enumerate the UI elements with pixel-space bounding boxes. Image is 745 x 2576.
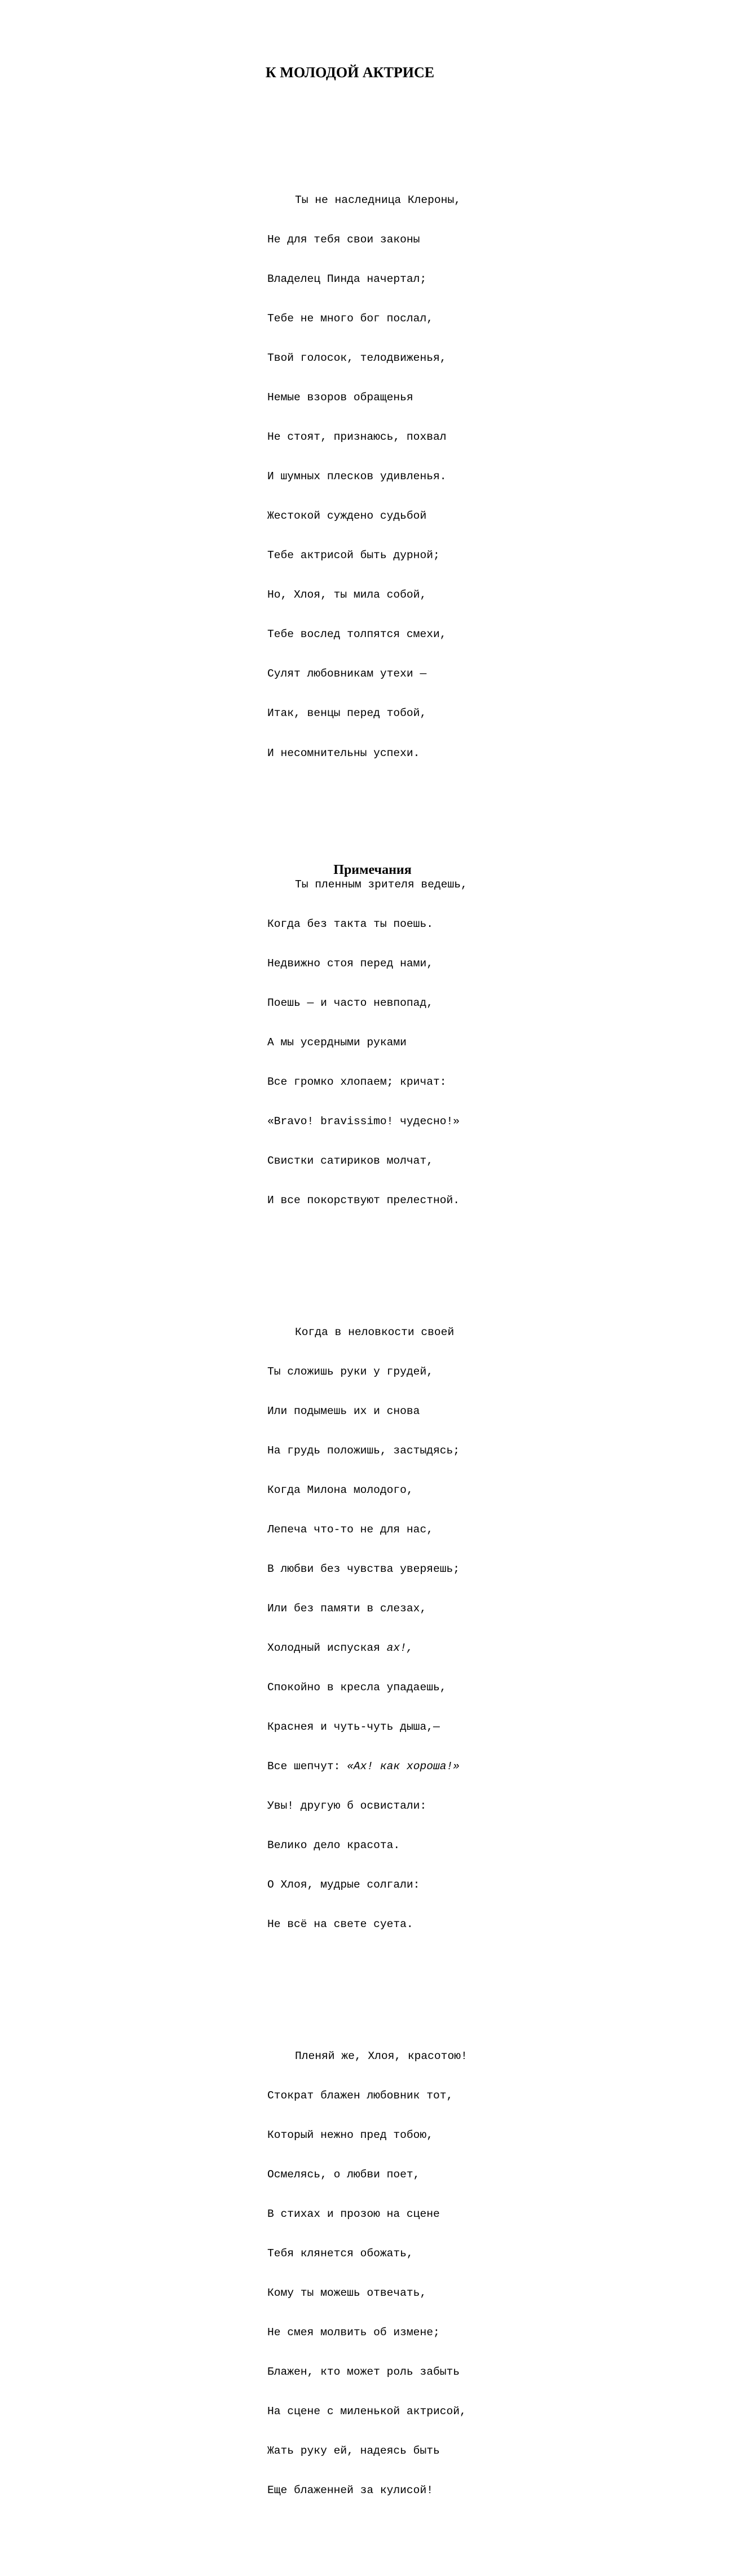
- poem-line: Пленяй же, Хлоя, красотою!: [295, 2049, 468, 2062]
- poem-line: «Bravo! bravissimo! чудесно!»: [267, 1115, 460, 1128]
- poem-line: Твой голосок, телодвиженья,: [267, 352, 447, 365]
- stanza-3: [267, 1300, 662, 1958]
- stanza-4: [267, 2023, 662, 2524]
- poem-title: К МОЛОДОЙ АКТРИСЕ: [265, 64, 435, 81]
- poem-line: Но, Хлоя, ты мила собой,: [267, 589, 427, 602]
- emphasis-quote: «Ах! как хороша!»: [347, 1760, 460, 1773]
- poem-line: И шумных плесков удивленья.: [267, 470, 447, 483]
- poem-line: И несомнительны успехи.: [267, 746, 420, 759]
- poem-line: Блажен, кто может роль забыть: [267, 2365, 460, 2378]
- poem-line: Свистки сатириков молчат,: [267, 1155, 433, 1168]
- poem-line: Тебе актрисой быть дурной;: [267, 549, 440, 562]
- poem-line: Поешь — и часто невпопад,: [267, 997, 433, 1010]
- poem-line: Спокойно в кресла упадаешь,: [267, 1681, 447, 1694]
- poem-line: В стихах и прозою на сцене: [267, 2207, 440, 2220]
- poem-line: Ты сложишь руки у грудей,: [267, 1365, 433, 1378]
- poem-line: Ты пленным зрителя ведешь,: [295, 878, 468, 891]
- poem-line: Не стоят, признаюсь, похвал: [267, 431, 447, 444]
- poem-line: Или без памяти в слезах,: [267, 1602, 427, 1615]
- poem-line: Когда без такта ты поешь.: [267, 917, 433, 930]
- poem-line: На сцене с миленькой актрисой,: [267, 2405, 466, 2418]
- poem-line: О Хлоя, мудрые солгали:: [267, 1879, 420, 1892]
- poem-line-text: Все шепчут:: [267, 1760, 347, 1773]
- poem-line: Который нежно пред тобою,: [267, 2128, 433, 2141]
- poem-line: Осмелясь, о любви поет,: [267, 2168, 420, 2181]
- poem-line: Тебя клянется обожать,: [267, 2247, 413, 2260]
- emphasis-ah: ах!,: [386, 1641, 413, 1654]
- poem-line: Жать руку ей, надеясь быть: [267, 2444, 440, 2457]
- poem-line: Не всё на свете суета.: [267, 1918, 413, 1931]
- poem-line: Краснея и чуть-чуть дыша,—: [267, 1720, 440, 1733]
- poem-line: В любви без чувства уверяешь;: [267, 1562, 460, 1575]
- poem-line: Все громко хлопаем; кричат:: [267, 1076, 447, 1089]
- poem-line: Владелец Пинда начертал;: [267, 273, 427, 286]
- poem-line: Когда Милона молодого,: [267, 1483, 413, 1496]
- poem-line: Еще блаженней за кулисой!: [267, 2484, 433, 2497]
- poem-line: На грудь положишь, застыдясь;: [267, 1444, 460, 1457]
- poem-line: Не смея молвить об измене;: [267, 2326, 440, 2339]
- poem-line-with-emphasis: [267, 1642, 662, 1655]
- poem-line: Ты не наследница Клероны,: [295, 194, 461, 207]
- poem-line: Или подымешь их и снова: [267, 1404, 420, 1417]
- poem-line: Жестокой суждено судьбой: [267, 510, 427, 523]
- stanza-1: [267, 167, 662, 786]
- poem-line: А мы усердными руками: [267, 1036, 407, 1049]
- poem-line: Тебе не много бог послал,: [267, 312, 433, 325]
- poem-line-with-emphasis: [267, 1760, 662, 1773]
- notes-heading: Примечания: [333, 863, 412, 877]
- poem-line: Когда в неловкости своей: [295, 1325, 455, 1338]
- poem-line: И все покорствуют прелестной.: [267, 1194, 460, 1207]
- poem-line-text: Холодный испуская: [267, 1641, 387, 1654]
- poem-line: Увы! другую б освистали:: [267, 1800, 427, 1812]
- poem-line: Тебе вослед толпятся смехи,: [267, 628, 447, 641]
- poem-line: Сулят любовникам утехи —: [267, 668, 427, 681]
- poem-line: Итак, венцы перед тобой,: [267, 707, 427, 720]
- poem-line: Велико дело красота.: [267, 1839, 400, 1852]
- poem-line: Стократ блажен любовник тот,: [267, 2089, 453, 2102]
- poem-line: Кому ты можешь отвечать,: [267, 2286, 427, 2299]
- poem-line: Не для тебя свои законы: [267, 233, 420, 246]
- poem-line: Недвижно стоя перед нами,: [267, 957, 433, 970]
- poem-line: Немые взоров обращенья: [267, 391, 413, 404]
- poem-line: Лепеча что-то не для нас,: [267, 1523, 433, 1536]
- stanza-2: [267, 852, 662, 1234]
- poem-body: [267, 115, 662, 2576]
